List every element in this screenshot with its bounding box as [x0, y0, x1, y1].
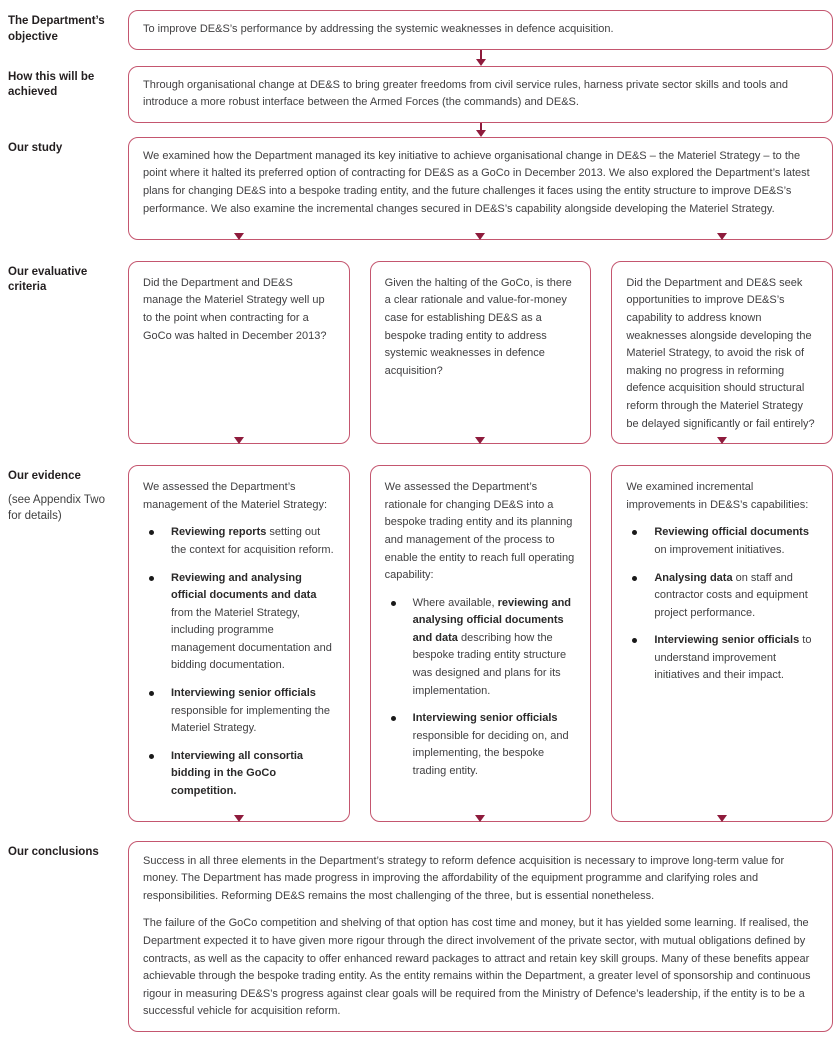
bullet-item [385, 710, 577, 780]
row-study [8, 137, 833, 240]
down-arrow-icon [475, 123, 487, 137]
arrow-row-1 [8, 50, 833, 66]
bullet-icon [391, 601, 396, 606]
conclusions-box [128, 841, 833, 1032]
bullet-text: Where available, reviewing and analysing official documents and data describing how the bespoke trading entity structure was designed and plans for its implementation. [412, 596, 572, 697]
evidence-intro-2: We assessed the Department’s rationale for changing DE&S into a bespoke trading entity and its planning and management of the process to enable the entity to reach full operating capability: [384, 481, 575, 582]
bullet-text: Interviewing senior officials responsible for implementing the Materiel Strategy. [171, 687, 330, 735]
row-label-how: How this will be achieved [8, 70, 95, 99]
bullet-item [143, 748, 335, 801]
criteria-text-3: Did the Department and DE&S seek opportunities to improve DE&S’s capability to address known weaknesses alongside developing the Materiel Strategy, to avoid the risk of making no progress in reforming defence acquisition should structural reform through the Materiel Strategy be delayed significantly or fail entirely? [626, 276, 815, 430]
study-box [128, 137, 833, 240]
row-label-evidence [8, 465, 120, 525]
row-criteria [8, 261, 833, 444]
bullet-icon [149, 754, 154, 759]
evidence-label: Our evidence [8, 470, 81, 483]
bullet-item [143, 685, 335, 738]
criteria-box-3 [611, 261, 833, 444]
how-box [128, 66, 833, 123]
objective-text: To improve DE&S’s performance by addressing the systemic weaknesses in defence acquisition. [143, 23, 614, 35]
bullet-icon [391, 716, 396, 721]
bullet-item [143, 524, 335, 559]
evidence-box-3 [611, 465, 833, 822]
arrow-row-2 [8, 123, 833, 137]
bullet-item [626, 524, 818, 559]
bullet-icon [149, 530, 154, 535]
criteria-text-2: Given the halting of the GoCo, is there a clear rationale and value-for-money case for establishing DE&S as a bespoke trading entity to address systemic weaknesses in defence acquisition? [384, 276, 572, 377]
evidence-intro-3: We examined incremental improvements in DE&S’s capabilities: [626, 481, 809, 511]
bullet-text: Reviewing and analysing official documents and data from the Materiel Strategy, including programme management documentation and bidding documentation. [171, 571, 332, 672]
evidence-bullets-2 [385, 595, 577, 781]
bullet-text: Reviewing reports setting out the context for acquisition reform. [171, 526, 334, 556]
bullet-text: Interviewing senior officials to understand improvement initiatives and their impact. [654, 634, 812, 682]
arrow-row-3 [8, 240, 833, 261]
criteria-text-1: Did the Department and DE&S manage the Materiel Strategy well up to the point when contracting for a GoCo was halted in December 2013? [143, 276, 327, 342]
bullet-text: Interviewing all consortia bidding in the GoCo competition. [171, 749, 304, 798]
evidence-intro-1: We assessed the Department’s management of the Materiel Strategy: [143, 481, 328, 511]
conclusions-paragraph-2: The failure of the GoCo competition and shelving of that option has cost time and money, but it has yielded some learning. If realised, the Department expected it to have given more rigour through the direct involvement of the private sector, with mutual obligations defined by contracts, as well as the capacity to offer enhanced reward packages to attract and retain key skill groups. Many of these benefits appear achievable through the bespoke trading entity. As the entity remains within the Department, a greater level of sponsorship and continuous rigour in measuring DE&S’s progress against clear goals will be required from the Ministry of Defence’s leadership, if the entity is to be a successful vehicle for acquisition reform. [143, 917, 811, 1018]
bullet-item [385, 595, 577, 701]
objective-box [128, 10, 833, 50]
bullet-icon [632, 576, 637, 581]
evidence-box-2 [370, 465, 592, 822]
row-conclusions [8, 841, 833, 1032]
row-label-objective: The Department’s objective [8, 15, 105, 43]
how-text: Through organisational change at DE&S to bring greater freedoms from civil service rules, harness private sector skills and tools and introduce a more robust interface between the Armed Forces (the commands) and DE&S. [143, 78, 789, 109]
evidence-box-1 [128, 465, 350, 822]
bullet-text: Reviewing official documents on improvement initiatives. [654, 526, 809, 556]
bullet-text: Analysing data on staff and contractor costs and equipment project performance. [654, 571, 808, 619]
row-how [8, 66, 833, 123]
row-evidence [8, 465, 833, 822]
bullet-icon [149, 576, 154, 581]
evidence-bullets-1 [143, 524, 335, 800]
row-label-study: Our study [8, 141, 63, 154]
row-label-criteria: Our evaluative criteria [8, 265, 88, 294]
bullet-item [626, 632, 818, 685]
study-text: We examined how the Department managed its key initiative to achieve organisational change in DE&S – the Materiel Strategy – to the point where it halted its preferred option of contracting for DE&S as a GoCo in December 2013. We also explored the Department’s latest plans for changing DE&S into a bespoke trading entity, and the future challenges it faces using the entity structure to improve DE&S’s performance. We also examine the incremental changes secured in DE&S’s capability alongside developing the Materiel Strategy. [143, 149, 810, 215]
criteria-box-2 [370, 261, 592, 444]
arrow-row-5 [8, 822, 833, 841]
down-arrow-icon [475, 50, 487, 66]
row-objective [8, 10, 833, 50]
bullet-item [626, 570, 818, 623]
evidence-note: (see Appendix Two for details) [8, 493, 105, 523]
bullet-icon [632, 530, 637, 535]
bullet-item [143, 570, 335, 676]
conclusions-paragraph-1: Success in all three elements in the Department’s strategy to reform defence acquisition is necessary to improve long-term value for money. The Department has made progress in improving the affordability of the equipment programme and clarifying roles and responsibilities. Reforming DE&S remains the most challenging of the three, but is essential nonetheless. [143, 854, 785, 902]
arrow-row-4 [8, 444, 833, 465]
bullet-icon [632, 638, 637, 643]
criteria-box-1 [128, 261, 350, 444]
bullet-text: Interviewing senior officials responsible for deciding on, and implementing, the bespoke trading entity. [412, 712, 569, 778]
evidence-bullets-3 [626, 524, 818, 685]
bullet-icon [149, 691, 154, 696]
row-label-conclusions: Our conclusions [8, 845, 99, 858]
